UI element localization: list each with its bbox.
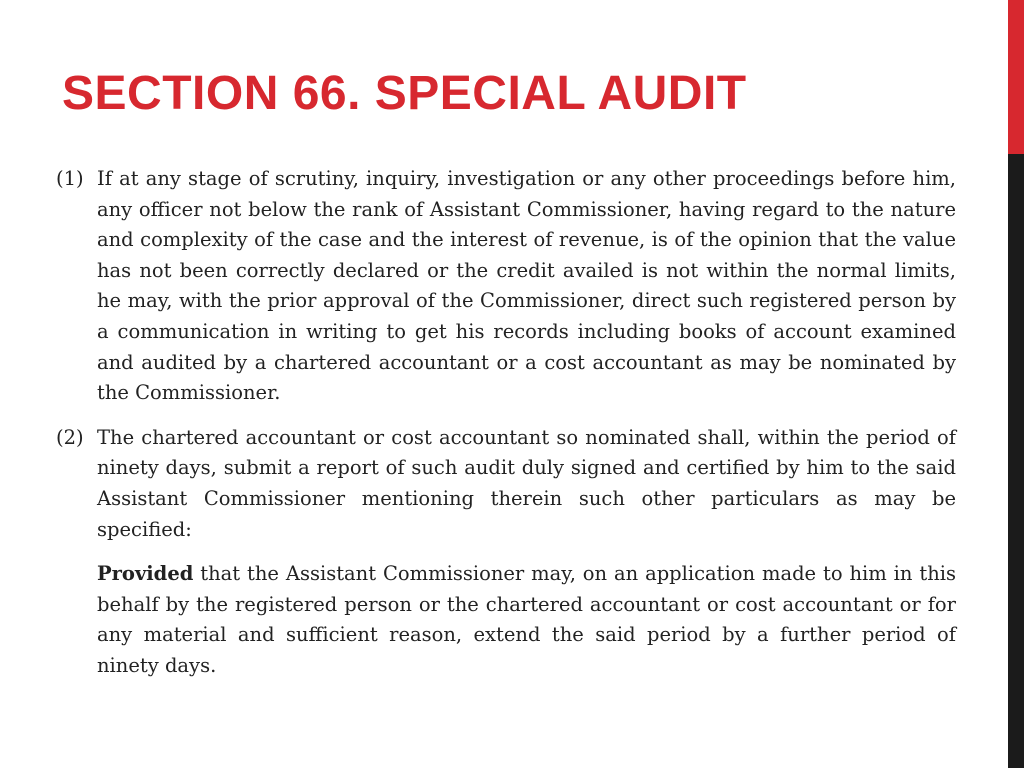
paragraph-text: The chartered accountant or cost accountant so nominated shall, within the period of ninety days, submit a report of such audit duly signed and certified by him to the said Assistant Commissioner mentioning therein such other particulars as may be specified: — [97, 425, 956, 541]
paragraph-2 — [56, 423, 956, 545]
paragraph-text: If at any stage of scrutiny, inquiry, investigation or any other proceedings before him, any officer not below the rank of Assistant Commissioner, having regard to the nature and complexity of the case and the interest of revenue, is of the opinion that the value has not been correctly declared or the credit availed is not within the normal limits, he may, with the prior approval of the Commissioner, direct such registered person by a communication in writing to get his records including books of account examined and audited by a chartered accountant or a cost accountant as may be nominated by the Commissioner. — [97, 167, 956, 405]
proviso-lead: Provided — [97, 562, 194, 586]
slide-title: SECTION 66. SPECIAL AUDIT — [62, 67, 747, 120]
proviso-paragraph — [56, 559, 956, 681]
paragraph-number: (1) — [56, 167, 84, 190]
accent-bar-dark — [1008, 154, 1024, 768]
paragraph-number: (2) — [56, 425, 84, 449]
slide-body — [56, 164, 956, 682]
paragraph-1 — [56, 164, 956, 409]
proviso-text: that the Assistant Commissioner may, on an application made to him in this behalf by the registered person or the chartered accountant or cost accountant or for any material and sufficient reason, extend the said period by a further period of ninety days. — [97, 562, 956, 677]
accent-bar-red — [1008, 0, 1024, 154]
